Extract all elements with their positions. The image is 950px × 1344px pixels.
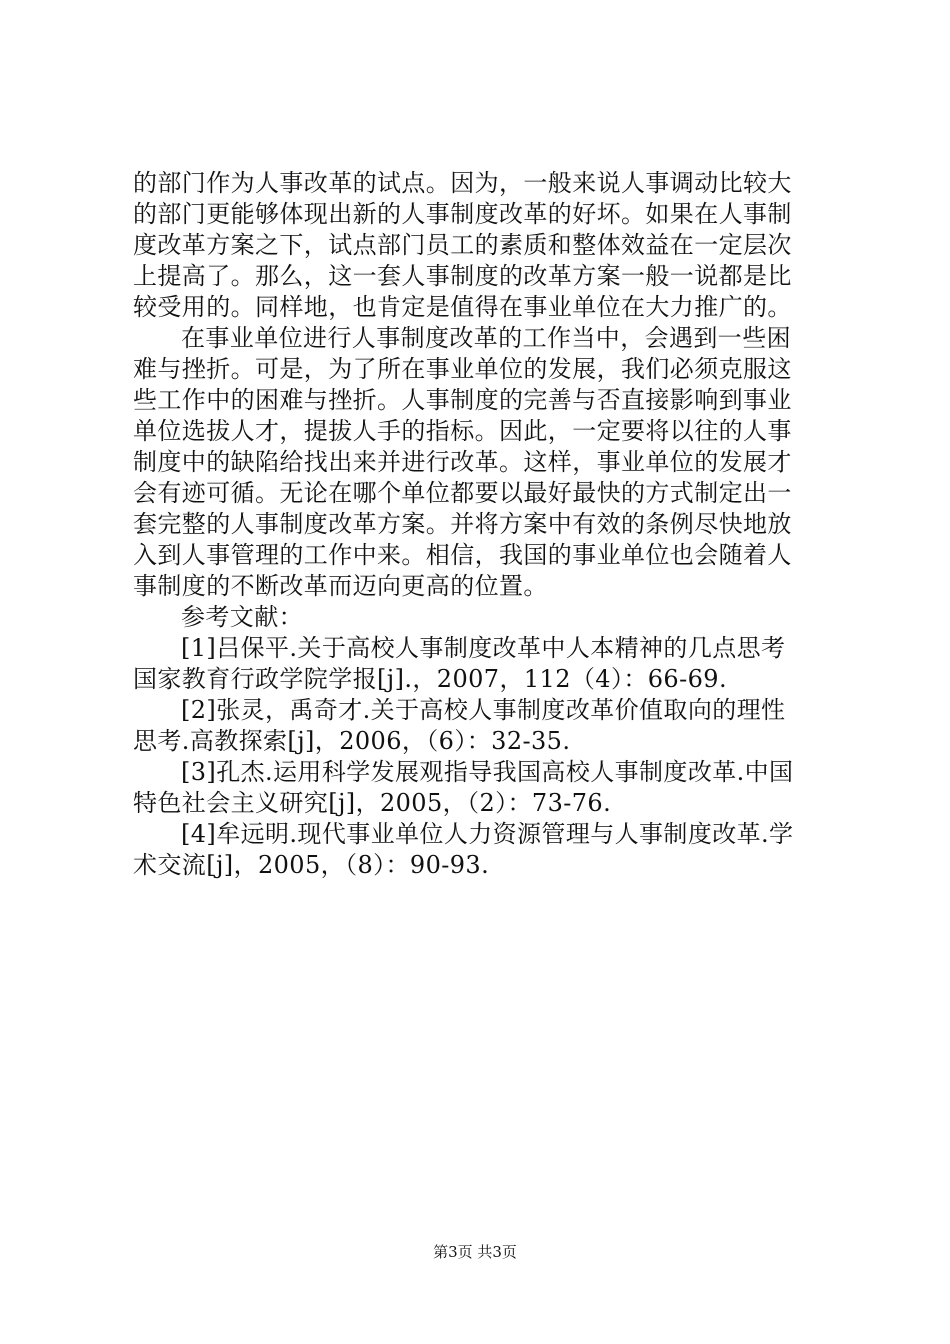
reference-item <box>133 633 823 695</box>
text-line: 会有迹可循。无论在哪个单位都要以最好最快的方式制定出一 <box>133 479 792 507</box>
text-line: 套完整的人事制度改革方案。并将方案中有效的条例尽快地放 <box>133 510 792 538</box>
reference-line: [4]牟远明.现代事业单位人力资源管理与人事制度改革.学 <box>181 820 794 848</box>
reference-line: [2]张灵，禹奇才.关于高校人事制度改革价值取向的理性 <box>181 696 786 724</box>
reference-list <box>133 633 823 881</box>
reference-line: 国家教育行政学院学报[j].，2007，112（4）：66-69. <box>133 665 727 693</box>
reference-line: [3]孔杰.运用科学发展观指导我国高校人事制度改革.中国 <box>181 758 794 786</box>
text-line: 在事业单位进行人事制度改革的工作当中，会遇到一些困 <box>181 324 791 352</box>
reference-line: 思考.高教探索[j]，2006，（6）：32-35. <box>133 727 571 755</box>
reference-line: 特色社会主义研究[j]，2005，（2）：73-76. <box>133 789 612 817</box>
document-body <box>133 168 823 881</box>
text-line: 制度中的缺陷给找出来并进行改革。这样，事业单位的发展才 <box>133 448 792 476</box>
reference-item <box>133 819 823 881</box>
reference-line: 术交流[j]，2005，（8）：90-93. <box>133 851 490 879</box>
text-line: 的部门更能够体现出新的人事制度改革的好坏。如果在人事制 <box>133 200 792 228</box>
reference-item <box>133 757 823 819</box>
text-line: 入到人事管理的工作中来。相信，我国的事业单位也会随着人 <box>133 541 792 569</box>
text-line: 难与挫折。可是，为了所在事业单位的发展，我们必须克服这 <box>133 355 792 383</box>
reference-item <box>133 695 823 757</box>
text-line: 单位选拔人才，提拔人手的指标。因此，一定要将以往的人事 <box>133 417 792 445</box>
page-number: 第3页 共3页 <box>433 1243 517 1261</box>
paragraph-2 <box>133 323 823 602</box>
text-line: 度改革方案之下，试点部门员工的素质和整体效益在一定层次 <box>133 231 792 259</box>
references-heading: 参考文献： <box>181 603 303 631</box>
text-line: 上提高了。那么，这一套人事制度的改革方案一般一说都是比 <box>133 262 792 290</box>
text-line: 事制度的不断改革而迈向更高的位置。 <box>133 572 548 600</box>
reference-line: [1]吕保平.关于高校人事制度改革中人本精神的几点思考 <box>181 634 786 662</box>
text-line: 的部门作为人事改革的试点。因为，一般来说人事调动比较大 <box>133 169 792 197</box>
text-line: 些工作中的困难与挫折。人事制度的完善与否直接影响到事业 <box>133 386 792 414</box>
paragraph-1 <box>133 168 823 323</box>
text-line: 较受用的。同样地，也肯定是值得在事业单位在大力推广的。 <box>133 293 792 321</box>
